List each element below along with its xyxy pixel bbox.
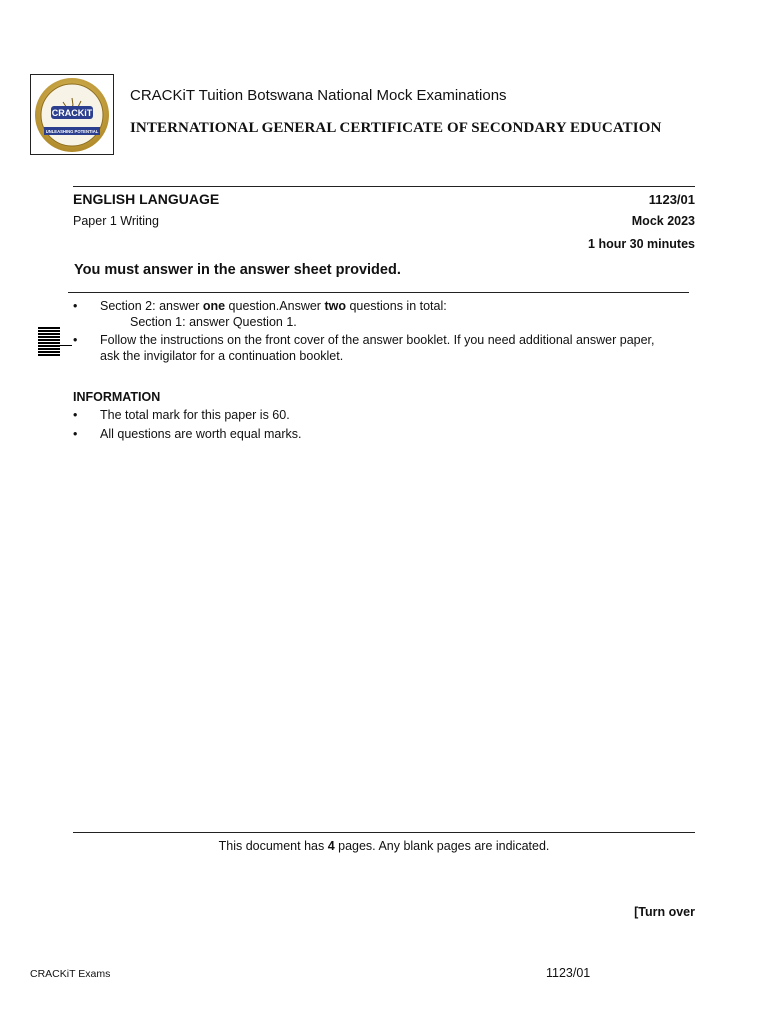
paper-row xyxy=(73,214,695,228)
information-item xyxy=(73,426,301,442)
turn-over-label: [Turn over xyxy=(634,905,695,919)
subject-name: ENGLISH LANGUAGE xyxy=(73,191,220,207)
logo-tagline: UNLEASHING POTENTIAL xyxy=(45,128,99,134)
bullet-icon: • xyxy=(73,408,78,422)
information-text: All questions are worth equal marks. xyxy=(100,427,302,441)
exam-duration: 1 hour 30 minutes xyxy=(588,237,695,251)
logo-brand-text: CRACKiT xyxy=(51,107,93,118)
instruction-item xyxy=(73,298,447,314)
header-divider xyxy=(73,186,695,187)
barcode-marker xyxy=(38,327,60,359)
answer-instruction-heading: You must answer in the answer sheet provided. xyxy=(74,262,401,278)
information-item xyxy=(73,407,290,423)
paper-code: 1123/01 xyxy=(648,192,695,207)
information-heading: INFORMATION xyxy=(73,390,161,404)
page-count-note: This document has 4 pages. Any blank pages are indicated. xyxy=(218,839,550,853)
subject-row xyxy=(73,191,695,207)
certificate-title: INTERNATIONAL GENERAL CERTIFICATE OF SECONDARY EDUCATION xyxy=(130,120,662,136)
instruction-subitem: Section 1: answer Question 1. xyxy=(130,315,297,329)
bullet-icon: • xyxy=(73,333,78,347)
organisation-title: CRACKiT Tuition Botswana National Mock Examinations xyxy=(130,87,507,104)
exam-session: Mock 2023 xyxy=(631,214,695,228)
crackit-logo xyxy=(30,74,114,155)
instruction-item xyxy=(73,332,655,364)
crackit-logo-icon xyxy=(33,76,111,154)
barcode-tick xyxy=(58,345,72,346)
footer-divider xyxy=(73,832,695,833)
bullet-icon: • xyxy=(73,299,78,313)
instructions-divider xyxy=(68,292,689,293)
instruction-text: Section 2: answer one question.Answer two questions in total: xyxy=(100,299,447,313)
information-text: The total mark for this paper is 60. xyxy=(100,408,290,422)
footer-code: 1123/01 xyxy=(546,966,591,980)
bullet-icon: • xyxy=(73,427,78,441)
footer-brand: CRACKiT Exams xyxy=(30,968,111,980)
instruction-text: Follow the instructions on the front cover of the answer booklet. If you need additional answer paper, ask the invigilator for a continuation booklet. xyxy=(100,333,655,363)
paper-title: Paper 1 Writing xyxy=(73,214,159,228)
